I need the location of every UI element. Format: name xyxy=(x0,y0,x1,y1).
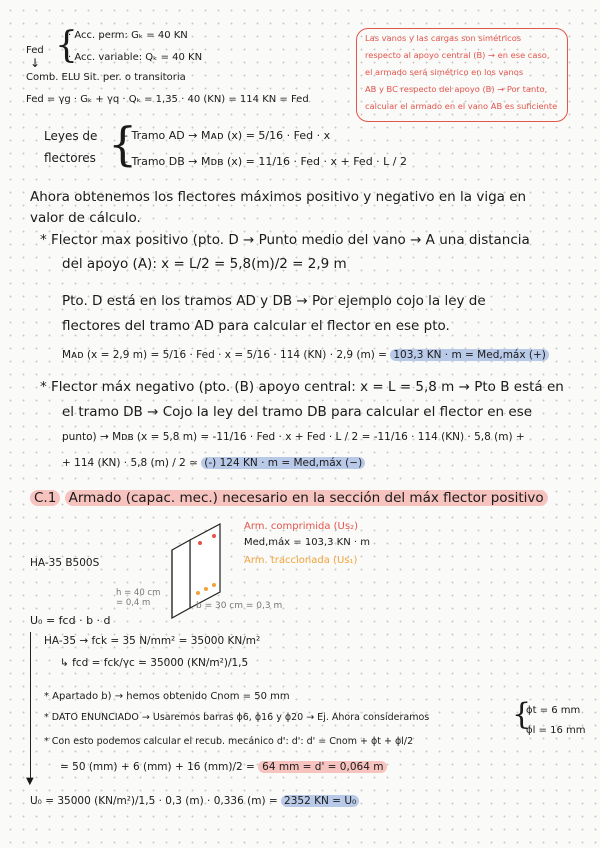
tramo-ad: - Tramo AD → Mᴀᴅ (x) = 5/16 · Fed · x xyxy=(124,129,331,142)
dato-line: * DATO ENUNCIADO → Usaremos barras ϕ6, ϕ16 y ϕ20 → Ej. Ahora consideramos xyxy=(44,712,430,723)
ha-fck-line: HA-35 → fck = 35 N/mm² = 35000 KN/m² xyxy=(44,635,261,647)
acc-var: · Acc. variable: Qₖ = 40 KN xyxy=(68,52,203,63)
apartado-line: * Apartado b) → hemos obtenido Cnom = 50 mm xyxy=(44,691,290,702)
intro-line-2: valor de cálculo. xyxy=(30,210,141,226)
u0-final-result: 2352 KN = U₀ xyxy=(281,795,359,807)
pos-line-4: flectores del tramo AD para calcular el flector en ese pto. xyxy=(62,318,450,334)
brace-phi: { xyxy=(512,697,532,732)
recub-sum-line xyxy=(60,760,387,774)
u0-final-line xyxy=(30,794,359,808)
pos-result: 103,3 KN · m = Med,máx (+) xyxy=(390,349,549,361)
neg-formula: + 114 (KN) · 5,8 (m) / 2 ≃ xyxy=(62,457,198,469)
comb-line: Comb. ELU Sit. per. o transitoria xyxy=(26,72,186,83)
med-max-label: Med,máx = 103,3 KN · m xyxy=(244,537,370,548)
pos-line-5 xyxy=(62,348,549,362)
u0-definition: U₀ = fcd · b · d xyxy=(30,614,111,627)
material-label: HA-35 B500S xyxy=(30,557,100,569)
arm-traccionada-label: Arm. traccionada (Us₁) xyxy=(244,555,358,566)
fed-label: Fed xyxy=(26,45,44,56)
section-c1-header xyxy=(30,488,548,508)
section-c1-badge: C.1 xyxy=(30,490,60,506)
neg-result: (-) 124 KN · m = Med,máx (−) xyxy=(201,457,365,469)
recub-line: * Con esto podemos calcular el recub. mecánico d': d': d' = Cnom + ϕt + ϕl/2 xyxy=(44,736,414,747)
pos-line-1: * Flector max positivo (pto. D → Punto medio del vano → A una distancia xyxy=(40,232,530,248)
calc-arrow-head: ▼ xyxy=(26,776,34,787)
pos-line-3: Pto. D está en los tramos AD y DB → Por ejemplo cojo la ley de xyxy=(62,293,486,309)
down-arrow-icon: ↓ xyxy=(30,56,41,70)
neg-line-1: * Flector máx negativo (pto. (B) apoyo central: x = L = 5,8 m → Pto B está en xyxy=(40,379,564,395)
recub-result: 64 mm = d' = 0,064 m xyxy=(258,761,387,773)
note-line: el armado será simétrico en los vanos xyxy=(365,67,524,77)
height-label: h = 40 cm = 0,4 m xyxy=(116,588,161,608)
pos-line-2: del apoyo (A): x = L/2 = 5,8(m)/2 = 2,9 m xyxy=(62,256,347,272)
brace-fed: { xyxy=(55,25,78,66)
recub-sum: = 50 (mm) + 6 (mm) + 16 (mm)/2 = xyxy=(60,761,255,773)
fed-formula: Fed = γg · Gₖ + γq · Qₖ = 1,35 · 40 (KN) = 114 KN = Fed xyxy=(26,94,309,105)
note-box xyxy=(356,28,568,122)
width-label: b = 30 cm = 0,3 m xyxy=(196,601,283,611)
leyes-label-1: Leyes de xyxy=(44,129,98,143)
brace-leyes: { xyxy=(108,117,138,171)
acc-perm: · Acc. perm: Gₖ = 40 KN xyxy=(68,30,188,41)
fcd-line: ↳ fcd = fck/γc = 35000 (KN/m²)/1,5 xyxy=(60,657,249,669)
note-line: calcular el armado en el vano AB es suficiente xyxy=(365,101,558,111)
neg-line-4 xyxy=(62,456,365,470)
phi-l: ϕl = 16 mm xyxy=(526,725,586,736)
phi-t: ϕt = 6 mm xyxy=(526,705,581,716)
u0-final-formula: U₀ = 35000 (KN/m²)/1,5 · 0,3 (m) · 0,336 (m) = xyxy=(30,795,278,807)
tramo-db: - Tramo DB → Mᴅʙ (x) = 11/16 · Fed · x + Fed · L / 2 xyxy=(124,155,407,168)
neg-line-2: el tramo DB → Cojo la ley del tramo DB para calcular el flector en ese xyxy=(62,404,533,420)
section-c1-title: Armado (capac. mec.) necesario en la sección del máx flector positivo xyxy=(65,490,548,506)
note-line: AB y BC respecto del apoyo (B) → Por tanto, xyxy=(365,84,548,94)
leyes-label-2: flectores xyxy=(44,151,96,165)
arm-comprimida-label: Arm. comprimida (Us₂) xyxy=(244,521,358,532)
pos-formula: Mᴀᴅ (x = 2,9 m) = 5/16 · Fed · x = 5/16 · 114 (KN) · 2,9 (m) = xyxy=(62,349,387,361)
neg-line-3: punto) → Mᴅʙ (x = 5,8 m) = -11/16 · Fed · x + Fed · L / 2 = -11/16 · 114 (KN) · 5,8 (m) + xyxy=(62,431,525,443)
intro-line-1: Ahora obtenemos los flectores máximos positivo y negativo en la viga en xyxy=(30,189,527,205)
note-line: respecto al apoyo central (B) → en ese caso, xyxy=(365,50,550,60)
note-line: Las vanos y las cargas son simétricos xyxy=(365,33,522,43)
calc-vertical-line xyxy=(30,632,31,780)
